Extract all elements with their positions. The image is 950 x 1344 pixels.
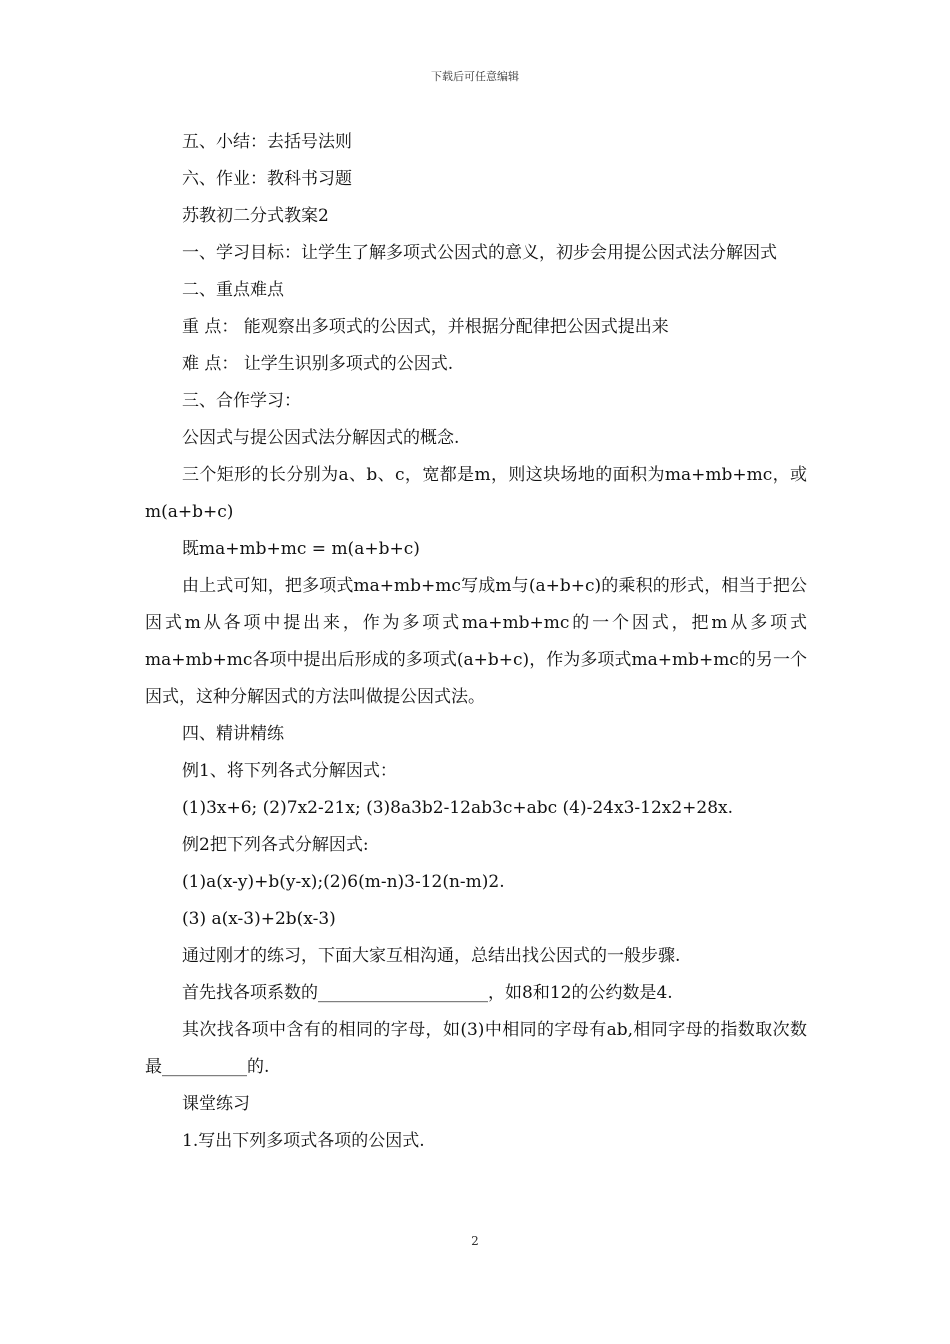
- section-key-points: 二、重点难点: [182, 280, 284, 300]
- section-homework: 六、作业：教科书习题: [182, 169, 352, 189]
- example-1-problems: (1)3x+6; (2)7x2-21x; (3)8a3b2-12ab3c+abc (4)-24x3-12x2+28x.: [182, 798, 734, 818]
- rectangle-example-paragraph: 三个矩形的长分别为a、b、c，宽都是m，则这块场地的面积为ma+mb+mc，或m(a+b+c): [145, 465, 807, 522]
- difficulty-line: 难 点： 让学生识别多项式的公因式.: [182, 354, 454, 374]
- example-1-heading: 例1、将下列各式分解因式：: [182, 761, 397, 781]
- equation-line: 既ma+mb+mc = m(a+b+c): [182, 539, 420, 559]
- example-2-problems-b: (3) a(x-3)+2b(x-3): [182, 909, 336, 929]
- section-cooperative-learning: 三、合作学习：: [182, 391, 301, 411]
- lesson-title: 苏教初二分式教案2: [182, 206, 329, 226]
- step-two-paragraph: 其次找各项中含有的相同的字母，如(3)中相同的字母有ab,相同字母的指数取次数最__________的.: [145, 1020, 807, 1077]
- exercise-1-line: 1.写出下列多项式各项的公因式.: [182, 1131, 425, 1151]
- page-number: 2: [471, 1234, 479, 1248]
- document-body: [145, 124, 807, 1160]
- explanation-paragraph: 由上式可知，把多项式ma+mb+mc写成m与(a+b+c)的乘积的形式，相当于把公因式m从各项中提出来，作为多项式ma+mb+mc的一个因式，把m从多项式ma+mb+mc各项中提出后形成的多项式(a+b+c)，作为多项式ma+mb+mc的另一个因式，这种分解因式的方法叫做提公因式法。: [145, 576, 807, 707]
- summary-steps-line: 通过刚才的练习，下面大家互相沟通，总结出找公因式的一般步骤.: [182, 946, 681, 966]
- page-header: 下载后可任意编辑: [431, 70, 519, 83]
- example-2-problems-a: (1)a(x-y)+b(y-x);(2)6(m-n)3-12(n-m)2.: [182, 872, 505, 892]
- concept-line: 公因式与提公因式法分解因式的概念.: [182, 428, 460, 448]
- step-one-line: 首先找各项系数的____________________，如8和12的公约数是4.: [182, 983, 673, 1003]
- section-summary: 五、小结：去括号法则: [182, 132, 352, 152]
- key-point-line: 重 点： 能观察出多项式的公因式，并根据分配律把公因式提出来: [182, 317, 669, 337]
- learning-objective-paragraph: 一、学习目标：让学生了解多项式公因式的意义，初步会用提公因式法分解因式: [182, 243, 777, 263]
- example-2-heading: 例2把下列各式分解因式:: [182, 835, 369, 855]
- classroom-practice-heading: 课堂练习: [182, 1094, 250, 1114]
- section-practice: 四、精讲精练: [182, 724, 284, 744]
